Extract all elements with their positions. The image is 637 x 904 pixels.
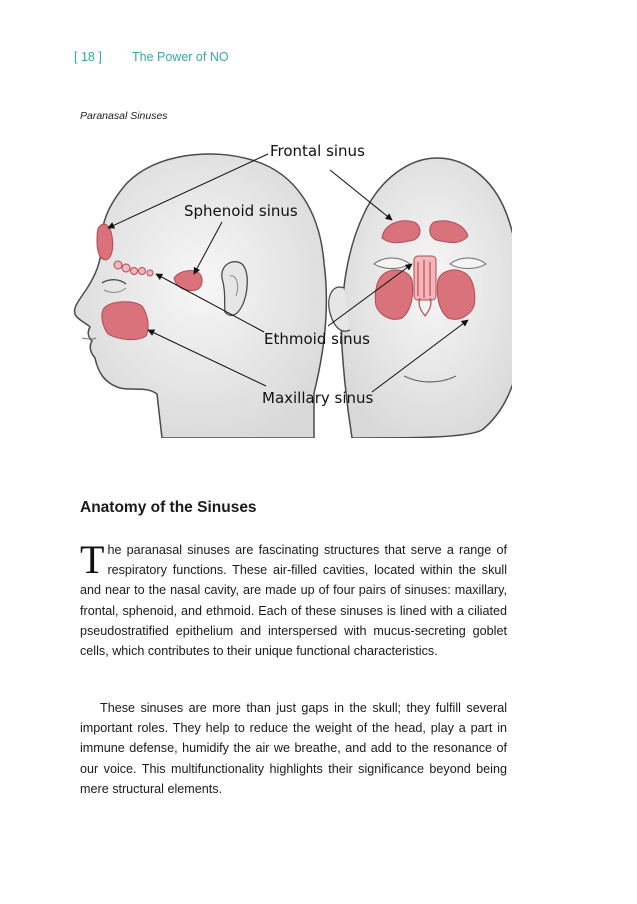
book-title: The Power of NO <box>132 50 229 64</box>
label-frontal-sinus: Frontal sinus <box>270 142 365 160</box>
label-sphenoid-sinus: Sphenoid sinus <box>184 202 298 220</box>
front-maxillary-sinus-right <box>437 270 474 319</box>
profile-maxillary-sinus <box>102 302 148 340</box>
paragraph-intro <box>80 537 507 661</box>
sinus-illustration <box>62 138 512 438</box>
drop-cap: T <box>80 537 105 582</box>
paragraph-intro-text: he paranasal sinuses are fascinating structures that serve a range of respiratory functions. These air-filled cavities, located within the skull and near to the nasal cavity, are made up of four pairs of sinuses: maxillary, frontal, sphenoid, and ethmoid. Each of these sinuses is lined with a ciliated pseudostratified epithelium and interspersed with mucus-secreting goblet cells, which contributes to their unique functional characteristics. <box>80 543 507 659</box>
profile-frontal-sinus <box>97 224 113 260</box>
figure-caption: Paranasal Sinuses <box>80 110 168 122</box>
label-maxillary-sinus: Maxillary sinus <box>262 389 374 407</box>
section-heading: Anatomy of the Sinuses <box>80 499 257 516</box>
paragraph-roles: These sinuses are more than just gaps in the skull; they fulfill several important roles. They help to reduce the weight of the head, play a part in immune defense, humidify the air we breathe, and add to the resonance of our voice. This multifunctionality highlights their significance beyond being mere structural elements. <box>80 701 507 796</box>
running-head <box>74 50 229 64</box>
sinus-diagram <box>62 138 512 438</box>
page-number: [ 18 ] <box>74 50 102 64</box>
label-ethmoid-sinus: Ethmoid sinus <box>264 330 370 348</box>
